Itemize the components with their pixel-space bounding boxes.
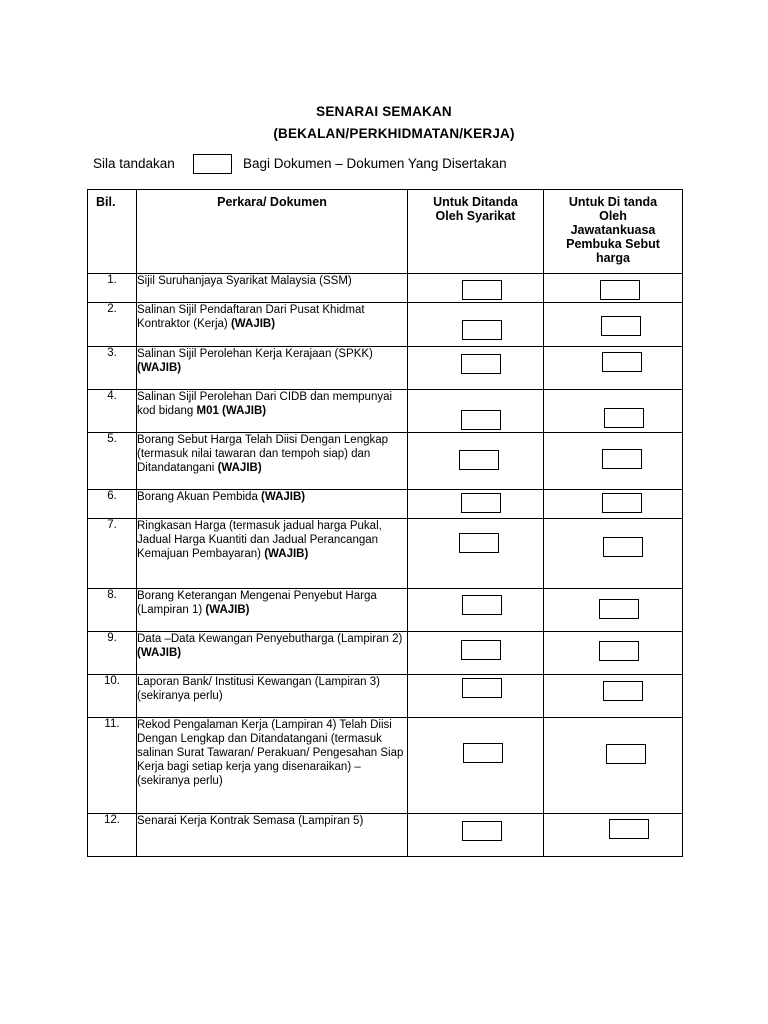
- mandatory-tag: M01 (WAJIB): [196, 405, 267, 417]
- document-item-text: Senarai Kerja Kontrak Semasa (Lampiran 5): [137, 815, 364, 827]
- header-jawatankuasa: Untuk Di tanda Oleh Jawatankuasa Pembuka Sebut harga: [544, 190, 683, 274]
- company-checkbox-cell: [408, 814, 544, 857]
- company-checkbox[interactable]: [461, 640, 501, 660]
- table-row: [88, 589, 683, 632]
- document-item: [137, 347, 408, 390]
- instruction-prefix: Sila tandakan: [93, 156, 175, 171]
- committee-checkbox-cell: [544, 814, 683, 857]
- row-number: 10.: [88, 675, 137, 718]
- company-checkbox[interactable]: [461, 354, 501, 374]
- company-checkbox-cell: [408, 274, 544, 303]
- company-checkbox-cell: [408, 347, 544, 390]
- company-checkbox[interactable]: [462, 320, 502, 340]
- page-title: SENARAI SEMAKAN: [316, 104, 452, 119]
- row-number: 8.: [88, 589, 137, 632]
- document-item-text: Laporan Bank/ Institusi Kewangan (Lampiran 3) (sekiranya perlu): [137, 676, 380, 702]
- mandatory-tag: (WAJIB): [137, 362, 182, 374]
- company-checkbox-cell: [408, 589, 544, 632]
- company-checkbox[interactable]: [459, 450, 499, 470]
- row-number: 6.: [88, 490, 137, 519]
- committee-checkbox-cell: [544, 519, 683, 589]
- company-checkbox-cell: [408, 303, 544, 347]
- document-item-text: Borang Keterangan Mengenai Penyebut Harga (Lampiran 1): [137, 590, 377, 616]
- table-row: [88, 718, 683, 814]
- table-row: [88, 814, 683, 857]
- committee-checkbox[interactable]: [602, 493, 642, 513]
- committee-checkbox[interactable]: [599, 641, 639, 661]
- mandatory-tag: (WAJIB): [137, 647, 182, 659]
- document-item-text: Ringkasan Harga (termasuk jadual harga Pukal, Jadual Harga Kuantiti dan Jadual Perancangan Kemajuan Pembayaran): [137, 520, 382, 560]
- row-number: 7.: [88, 519, 137, 589]
- document-item: [137, 390, 408, 433]
- document-item-text: Salinan Sijil Perolehan Dari CIDB dan mempunyai kod bidang: [137, 391, 393, 417]
- table-row: [88, 519, 683, 589]
- row-number: 4.: [88, 390, 137, 433]
- committee-checkbox[interactable]: [600, 280, 640, 300]
- committee-checkbox[interactable]: [603, 537, 643, 557]
- company-checkbox-cell: [408, 718, 544, 814]
- document-item: [137, 303, 408, 347]
- company-checkbox[interactable]: [462, 821, 502, 841]
- document-item-text: Rekod Pengalaman Kerja (Lampiran 4) Telah Diisi Dengan Lengkap dan Ditandatangani (termasuk salinan Surat Tawaran/ Perakuan/ Pengesahan Siap Kerja bagi setiap kerja yang disenaraikan) – (sekiranya perlu): [137, 719, 404, 787]
- company-checkbox[interactable]: [461, 493, 501, 513]
- committee-checkbox-cell: [544, 589, 683, 632]
- document-item-text: Salinan Sijil Perolehan Kerja Kerajaan (SPKK): [137, 348, 373, 360]
- row-number: 9.: [88, 632, 137, 675]
- committee-checkbox-cell: [544, 632, 683, 675]
- committee-checkbox[interactable]: [601, 316, 641, 336]
- company-checkbox[interactable]: [459, 533, 499, 553]
- row-number: 11.: [88, 718, 137, 814]
- committee-checkbox-cell: [544, 390, 683, 433]
- row-number: 1.: [88, 274, 137, 303]
- company-checkbox-cell: [408, 519, 544, 589]
- row-number: 2.: [88, 303, 137, 347]
- document-item: [137, 490, 408, 519]
- company-checkbox[interactable]: [462, 280, 502, 300]
- instruction-checkbox: [193, 154, 232, 174]
- row-number: 5.: [88, 433, 137, 490]
- page-subtitle: (BEKALAN/PERKHIDMATAN/KERJA): [273, 126, 515, 141]
- table-row: [88, 632, 683, 675]
- table-row: [88, 390, 683, 433]
- document-item: [137, 814, 408, 857]
- row-number: 12.: [88, 814, 137, 857]
- document-item: [137, 274, 408, 303]
- company-checkbox[interactable]: [461, 410, 501, 430]
- document-item-text: Borang Akuan Pembida: [137, 491, 258, 503]
- document-item: [137, 589, 408, 632]
- committee-checkbox[interactable]: [606, 744, 646, 764]
- committee-checkbox-cell: [544, 274, 683, 303]
- committee-checkbox-cell: [544, 347, 683, 390]
- committee-checkbox[interactable]: [602, 449, 642, 469]
- mandatory-tag: (WAJIB): [264, 548, 309, 560]
- committee-checkbox[interactable]: [603, 681, 643, 701]
- committee-checkbox[interactable]: [599, 599, 639, 619]
- company-checkbox-cell: [408, 433, 544, 490]
- committee-checkbox-cell: [544, 675, 683, 718]
- committee-checkbox[interactable]: [604, 408, 644, 428]
- document-item: [137, 675, 408, 718]
- mandatory-tag: (WAJIB): [261, 491, 306, 503]
- header-bil: Bil.: [88, 190, 137, 274]
- mandatory-tag: (WAJIB): [230, 318, 276, 330]
- row-number: 3.: [88, 347, 137, 390]
- table-row: [88, 303, 683, 347]
- table-row: [88, 274, 683, 303]
- document-item-text: Salinan Sijil Pendaftaran Dari Pusat Khidmat Kontraktor (Kerja): [137, 304, 365, 330]
- document-item-text: Sijil Suruhanjaya Syarikat Malaysia (SSM): [137, 275, 352, 287]
- company-checkbox[interactable]: [463, 743, 503, 763]
- table-row: [88, 490, 683, 519]
- committee-checkbox[interactable]: [602, 352, 642, 372]
- document-item-text: Data –Data Kewangan Penyebutharga (Lampiran 2): [137, 633, 403, 645]
- table-header-row: [88, 190, 683, 274]
- document-item: [137, 632, 408, 675]
- table-row: [88, 433, 683, 490]
- committee-checkbox-cell: [544, 433, 683, 490]
- company-checkbox-cell: [408, 390, 544, 433]
- header-syarikat: Untuk Ditanda Oleh Syarikat: [408, 190, 544, 274]
- document-item: [137, 433, 408, 490]
- document-item: [137, 519, 408, 589]
- company-checkbox-cell: [408, 675, 544, 718]
- committee-checkbox[interactable]: [609, 819, 649, 839]
- committee-checkbox-cell: [544, 303, 683, 347]
- company-checkbox-cell: [408, 490, 544, 519]
- table-row: [88, 347, 683, 390]
- mandatory-tag: (WAJIB): [205, 604, 250, 616]
- company-checkbox-cell: [408, 632, 544, 675]
- mandatory-tag: (WAJIB): [217, 462, 262, 474]
- table-row: [88, 675, 683, 718]
- company-checkbox[interactable]: [462, 678, 502, 698]
- document-item-text: Borang Sebut Harga Telah Diisi Dengan Lengkap (termasuk nilai tawaran dan tempoh siap) dan Ditandatangani: [137, 434, 389, 474]
- committee-checkbox-cell: [544, 718, 683, 814]
- committee-checkbox-cell: [544, 490, 683, 519]
- document-item: [137, 718, 408, 814]
- instruction-suffix: Bagi Dokumen – Dokumen Yang Disertakan: [243, 156, 507, 171]
- checklist-table: [87, 189, 683, 857]
- header-perkara: Perkara/ Dokumen: [137, 190, 408, 274]
- company-checkbox[interactable]: [462, 595, 502, 615]
